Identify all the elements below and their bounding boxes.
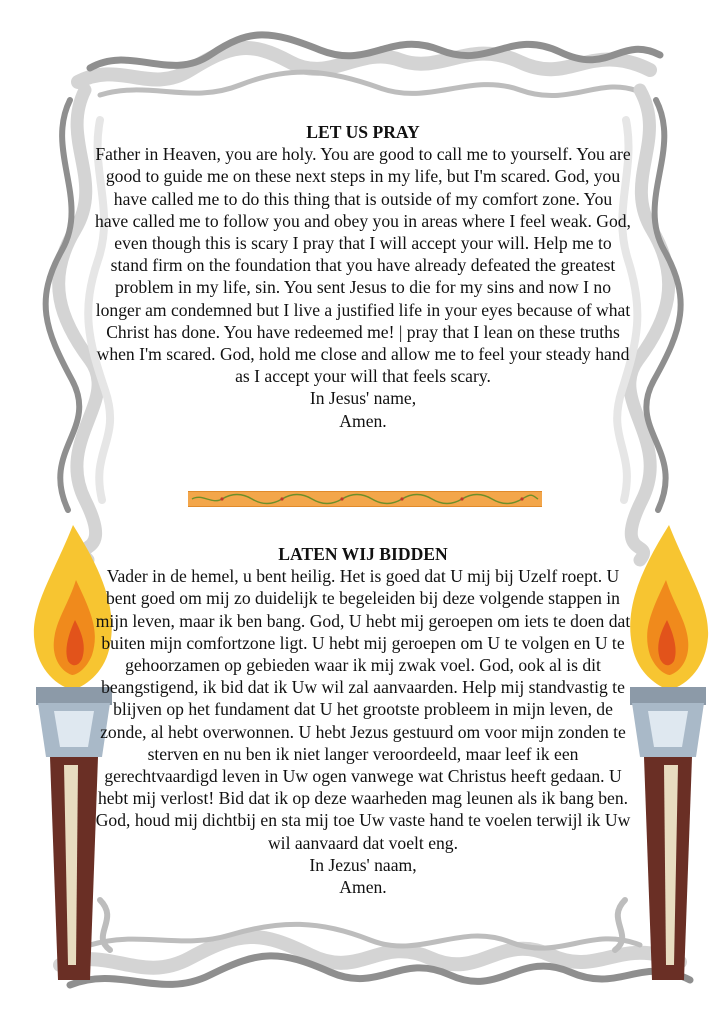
dutch-title: LATEN WIJ BIDDEN (278, 544, 448, 564)
english-title: LET US PRAY (306, 122, 420, 142)
english-prayer (95, 121, 631, 432)
right-torch-icon (624, 525, 714, 985)
dutch-closing: In Jezus' naam, (309, 854, 417, 875)
dutch-amen: Amen. (339, 877, 387, 898)
ornamental-divider (188, 491, 542, 507)
dutch-body: Vader in de hemel, u bent heilig. Het is goed dat U mij bij Uzelf roept. U bent goed om mij zo duidelijk te begeleiden bij deze volgende stappen in mijn leven, maar ik ben bang. God, U hebt mij geroepen om iets te doen dat buiten mijn comfortzone ligt. U hebt mij geroepen om U te volgen en U te gehoorzamen op gebieden waar ik mij zwak voel. God, ook al is dit beangstigend, ik bid dat ik Uw wil zal aanvaarden. Help mij standvastig te blijven op het fundament dat U het grootste probleem in mijn leven, de zonde, al hebt overwonnen. U hebt Jezus gestuurd om voor mijn zonden te sterven en nu ben ik niet langer veroordeeld, maar leef ik een gerechtvaardigd leven in Uw ogen vanwege wat Christus heeft gedaan. U hebt mij verlost! Bid dat ik op deze waarheden mag leunen als ik bang ben. God, houd mij dichtbij en sta mij toe Uw vaste hand te voelen terwijl ik Uw wil aanvaard dat voelt eng. (95, 566, 631, 853)
dutch-prayer (95, 543, 631, 898)
english-closing: In Jesus' name, (309, 388, 417, 409)
english-body: Father in Heaven, you are holy. You are good to call me to yourself. You are good to guide me on these next steps in my life, but I'm scared. God, you have called me to do this thing that is outside of my comfort zone. You have called me to follow you and obey you in areas where I feel weak. God, even though this is scary I pray that I will accept your will. Help me to stand firm on the foundation that you have already defeated the greatest problem in my life, sin. You sent Jesus to die for my sins and now I no longer am condemned but I live a justified life in your eyes because of what Christ has done. You have redeemed me! | pray that I lean on these truths when I'm scared. God, hold me close and allow me to feel your steady hand as I accept your will that feels scary. (95, 144, 631, 387)
english-amen: Amen. (339, 410, 387, 431)
